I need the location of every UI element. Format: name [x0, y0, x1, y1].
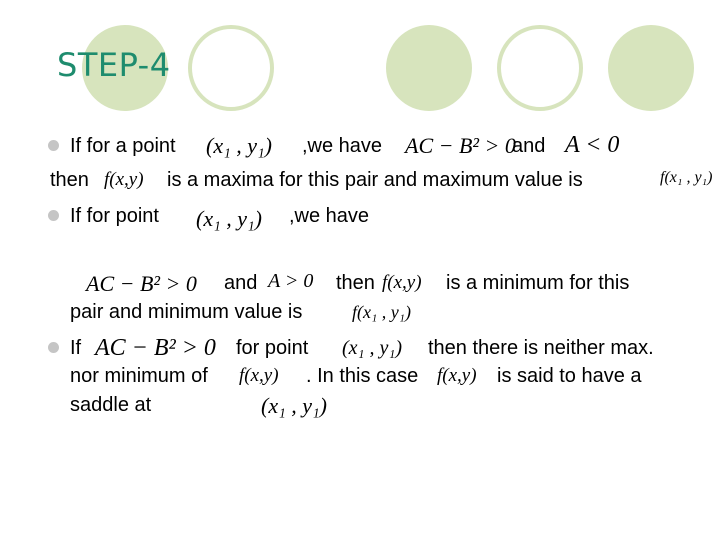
line8-text-a: saddle at: [70, 394, 152, 416]
line3-point: (x₁ , y₁): [196, 206, 262, 231]
line4-text-c: is a minimum for this: [446, 272, 630, 294]
line2-max-value: f(x₁ , y₁): [660, 169, 713, 186]
line2-text-b: is a maxima for this pair and maximum value is: [167, 169, 583, 191]
line6-condition: AC − B² > 0: [95, 335, 216, 361]
line1-point: (x₁ , y₁): [206, 133, 272, 158]
bullet-2: [48, 210, 59, 221]
line4-condition-2: A > 0: [268, 270, 314, 292]
deco-circle-4: [497, 25, 583, 111]
line5-text-a: pair and minimum value is: [70, 301, 303, 323]
line1-text-c: and: [512, 135, 546, 157]
line7-text-b: . In this case: [306, 365, 419, 387]
line4-text-b: then: [336, 272, 375, 294]
line8-point: (x₁ , y₁): [261, 393, 327, 418]
line3-text-a: If for point: [70, 205, 159, 227]
line7-func: f(x,y): [239, 365, 279, 386]
bullet-1: [48, 140, 59, 151]
line1-condition: AC − B² > 0: [405, 133, 516, 158]
line6-text-c: then there is neither max.: [428, 337, 654, 359]
line7-text-a: nor minimum of: [70, 365, 208, 387]
deco-circle-3: [386, 25, 472, 111]
line4-condition: AC − B² > 0: [86, 271, 197, 296]
line6-text-b: for point: [236, 337, 309, 359]
line2-func: f(x,y): [104, 169, 144, 190]
line4-text-a: and: [224, 272, 258, 294]
line1-text-a: If for a point: [70, 135, 176, 157]
deco-circle-2: [188, 25, 274, 111]
line3-text-b: ,we have: [289, 205, 370, 227]
deco-circle-5: [608, 25, 694, 111]
line7-func-2: f(x,y): [437, 365, 477, 386]
bullet-3: [48, 342, 59, 353]
line1-condition-2: A < 0: [565, 132, 620, 158]
line6-text-a: If: [70, 337, 82, 359]
slide-title: STEP-4: [57, 46, 171, 84]
line5-min-value: f(x₁ , y₁): [352, 302, 411, 322]
line7-text-c: is said to have a: [497, 365, 642, 387]
line6-point: (x₁ , y₁): [342, 337, 402, 359]
line4-func: f(x,y): [382, 272, 422, 293]
line1-text-b: ,we have: [302, 135, 383, 157]
line2-text-a: then: [50, 169, 89, 191]
